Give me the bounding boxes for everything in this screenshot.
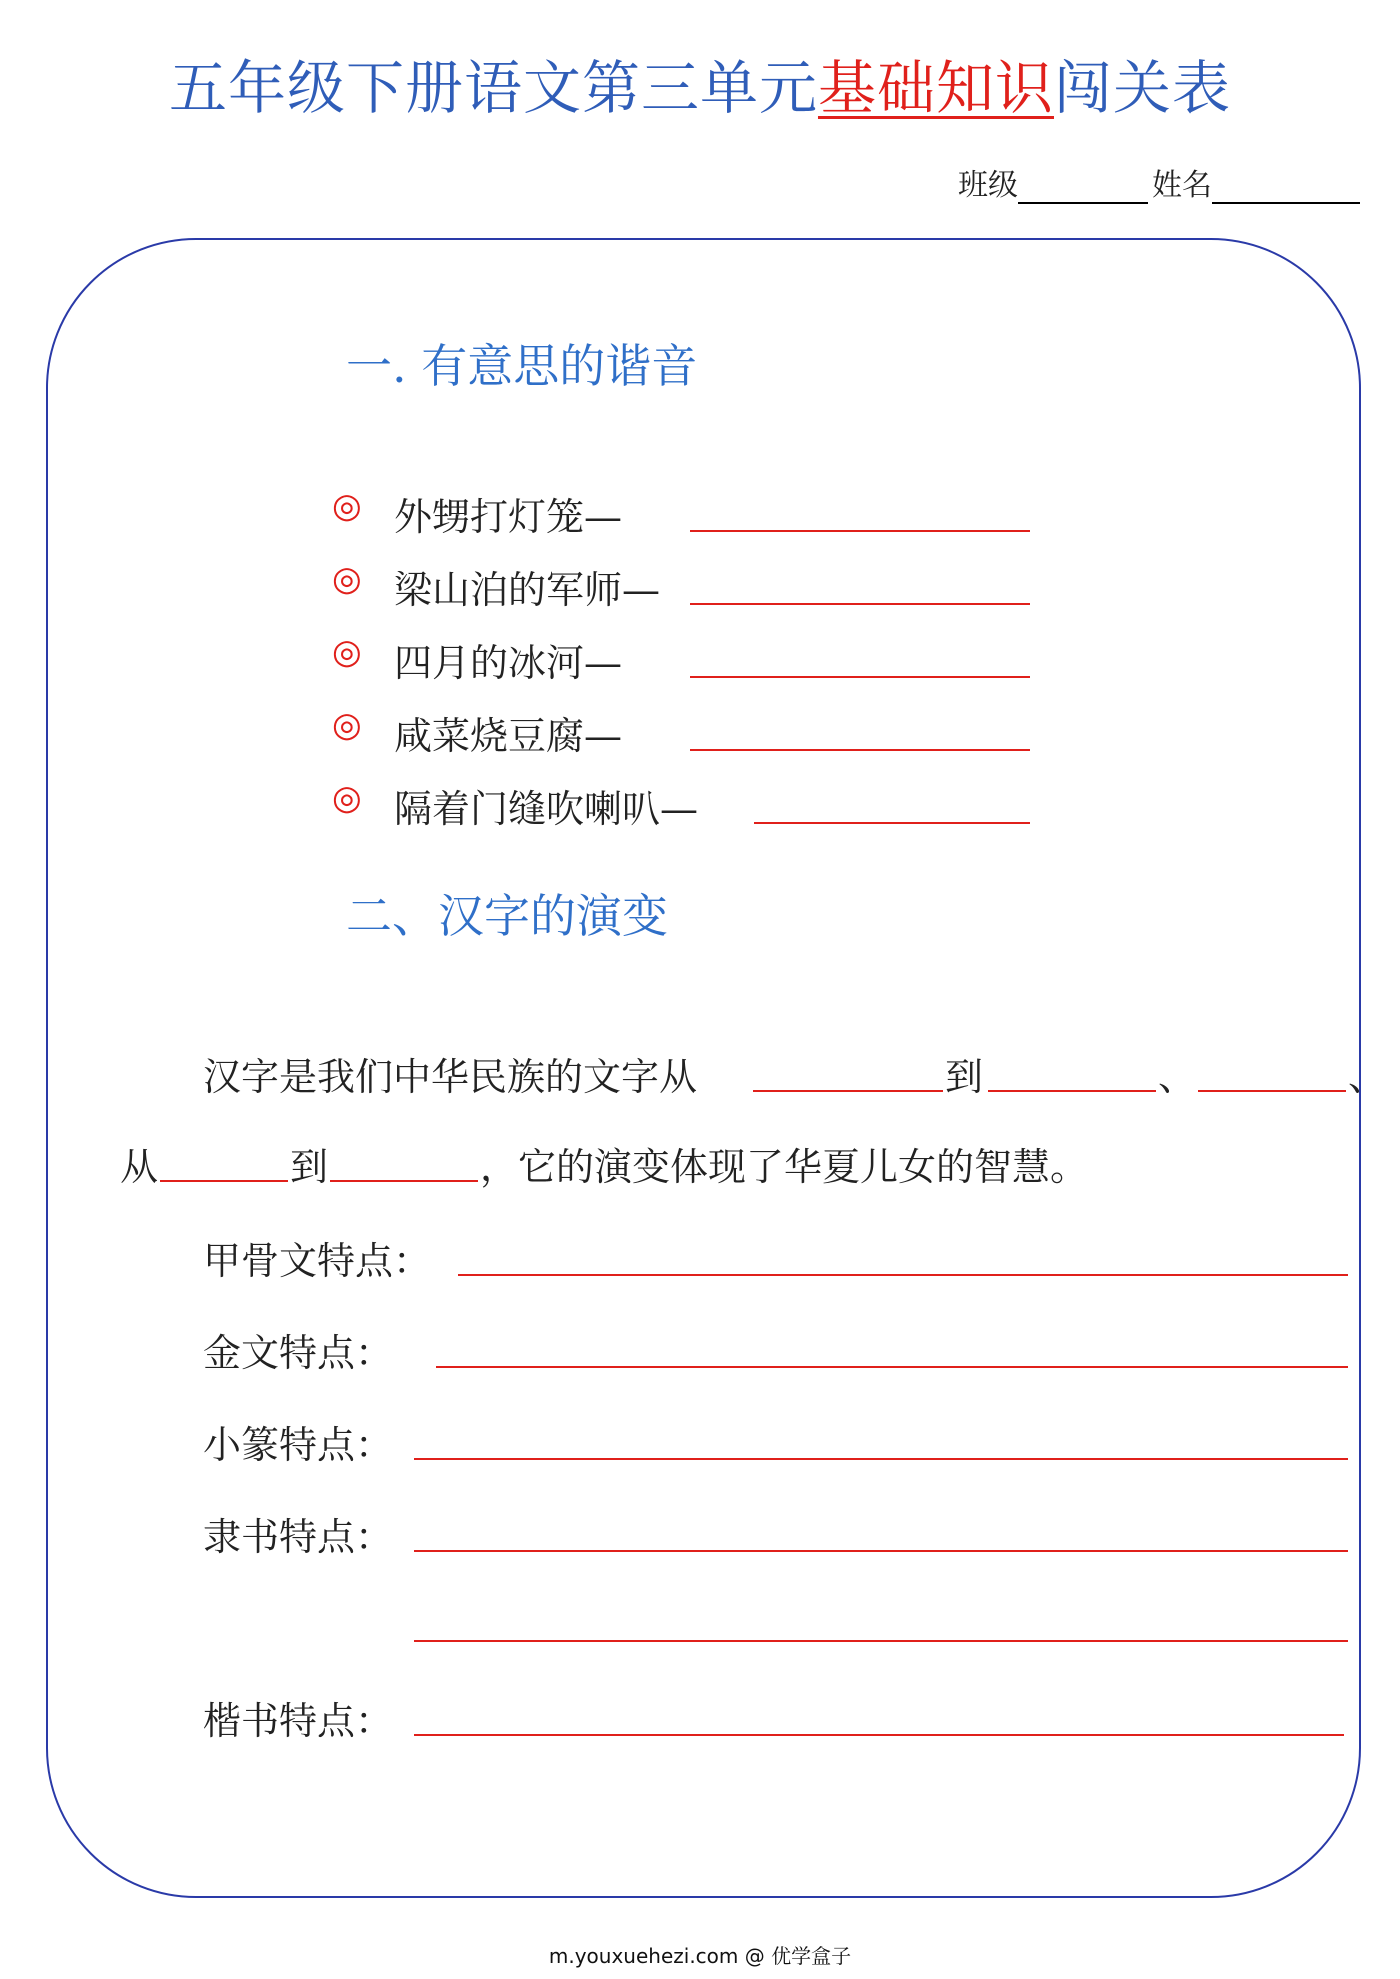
separator-comma: 、 [1158, 1055, 1197, 1099]
riddle-text: 咸菜烧豆腐— [394, 714, 623, 758]
bronze-label: 金文特点： [203, 1331, 394, 1375]
bullet-icon: ◎ [332, 486, 362, 526]
oracle-bone-answer[interactable] [458, 1274, 1348, 1276]
riddle-text: 四月的冰河— [394, 641, 623, 685]
oracle-bone-label: 甲骨文特点： [203, 1239, 432, 1283]
evolution-blank-1[interactable] [753, 1090, 943, 1092]
evolution-paragraph-end: ，它的演变体现了华夏儿女的智慧。 [480, 1145, 1089, 1189]
class-label: 班级 [958, 168, 1018, 203]
to-word: 到 [290, 1145, 329, 1189]
page-title [0, 48, 1400, 128]
from-word: 从 [120, 1145, 159, 1189]
footer-watermark: m.youxuehezi.com @ 优学盒子 [548, 1944, 852, 1968]
riddle-answer-blank[interactable] [690, 749, 1030, 751]
bronze-answer[interactable] [436, 1366, 1348, 1368]
small-seal-answer[interactable] [414, 1458, 1348, 1460]
regular-script-answer[interactable] [414, 1734, 1344, 1736]
bullet-icon: ◎ [332, 632, 362, 672]
clerical-answer-line2[interactable] [414, 1640, 1348, 1642]
small-seal-label: 小篆特点： [203, 1423, 394, 1467]
riddle-answer-blank[interactable] [690, 676, 1030, 678]
bullet-icon: ◎ [332, 778, 362, 818]
to-word: 到 [945, 1055, 984, 1099]
title-part-1: 五年级下册语文第三单元 [168, 54, 818, 122]
title-part-2: 闯关表 [1054, 54, 1232, 122]
evolution-blank-4[interactable] [160, 1180, 288, 1182]
evolution-blank-5[interactable] [330, 1180, 478, 1182]
name-blank[interactable] [1212, 172, 1360, 204]
title-highlight: 基础知识 [817, 54, 1054, 122]
separator-comma: 、 [1348, 1055, 1387, 1099]
clerical-label: 隶书特点： [203, 1515, 394, 1559]
bullet-icon: ◎ [332, 705, 362, 745]
section1-heading: 一. 有意思的谐音 [346, 339, 698, 393]
regular-script-label: 楷书特点： [203, 1699, 394, 1743]
riddle-text: 梁山泊的军师— [394, 568, 661, 612]
riddle-text: 外甥打灯笼— [394, 495, 623, 539]
riddle-answer-blank[interactable] [754, 822, 1030, 824]
riddle-text: 隔着门缝吹喇叭— [394, 787, 699, 831]
section2-heading: 二、汉字的演变 [346, 889, 668, 943]
name-label: 姓名 [1152, 168, 1212, 203]
riddle-answer-blank[interactable] [690, 530, 1030, 532]
class-blank[interactable] [1018, 172, 1148, 204]
bullet-icon: ◎ [332, 559, 362, 599]
evolution-paragraph-line1: 汉字是我们中华民族的文字从 [203, 1055, 698, 1099]
evolution-blank-2[interactable] [988, 1090, 1156, 1092]
evolution-blank-3[interactable] [1198, 1090, 1346, 1092]
student-info [958, 160, 1364, 204]
riddle-answer-blank[interactable] [690, 603, 1030, 605]
clerical-answer-line1[interactable] [414, 1550, 1348, 1552]
